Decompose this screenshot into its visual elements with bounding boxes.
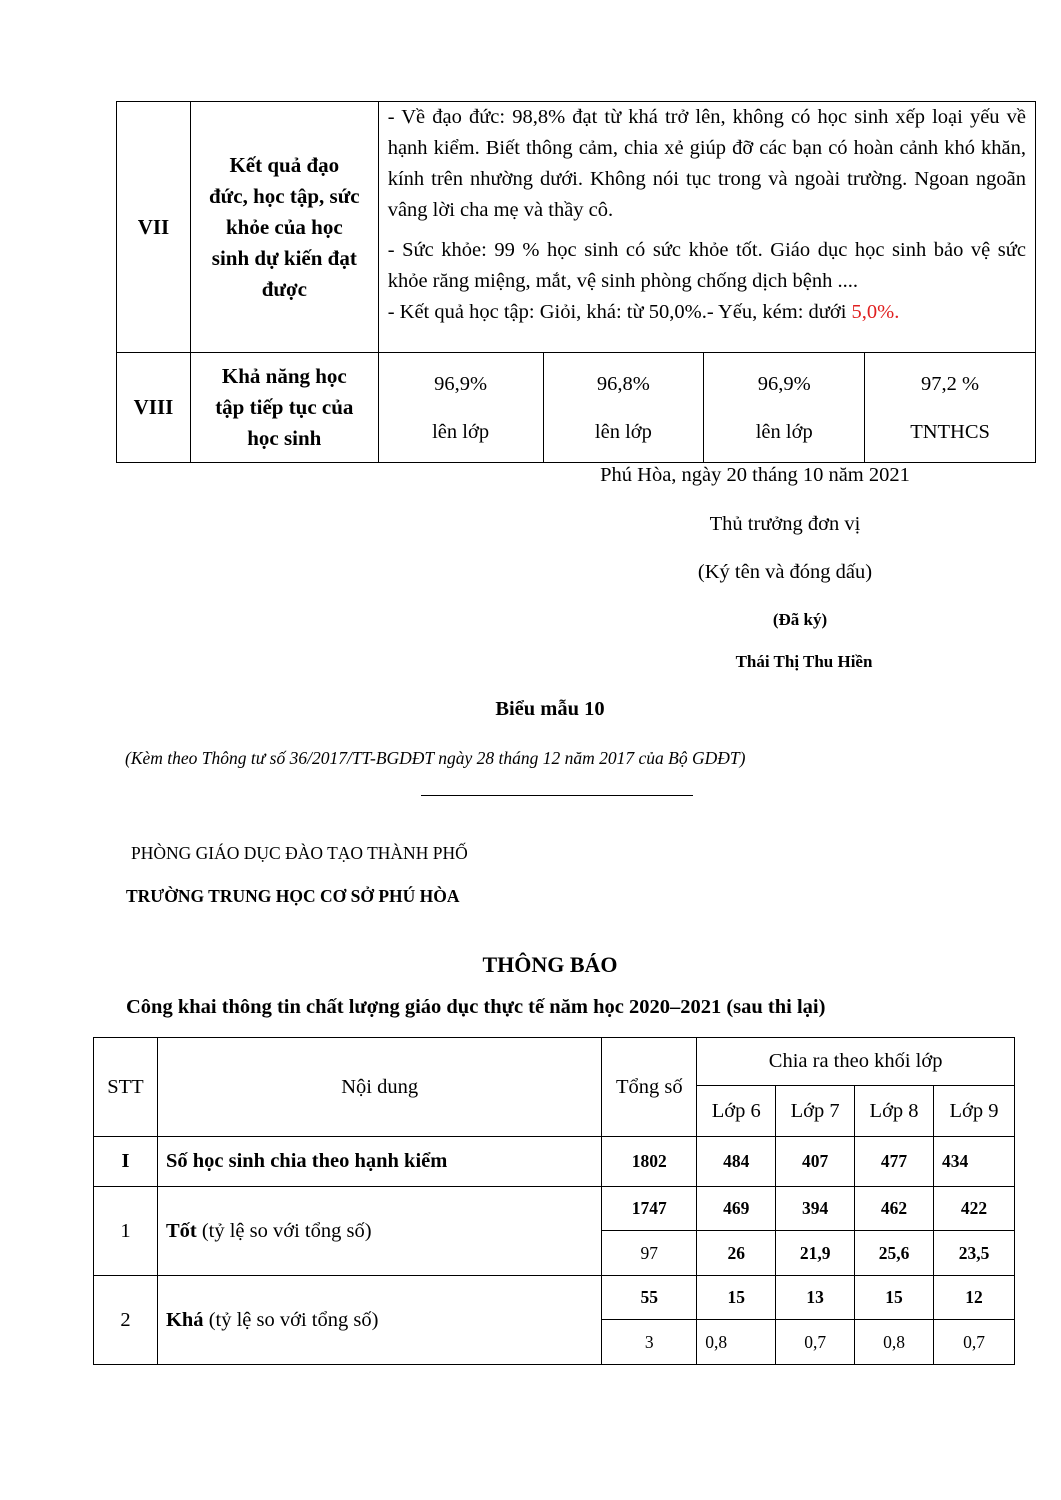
department-name: PHÒNG GIÁO DỤC ĐÀO TẠO THÀNH PHỐ	[131, 843, 468, 863]
count-grade: 15	[855, 1276, 934, 1320]
ratio-grade: 23,5	[934, 1231, 1015, 1276]
content-header: Nội dung	[157, 1038, 601, 1137]
section-row	[94, 1137, 1015, 1187]
ratio-grade: 26	[697, 1231, 776, 1276]
count-total: 1747	[602, 1187, 697, 1231]
rate-value: 96,9%	[757, 372, 811, 395]
rate-label: TNTHCS	[910, 420, 990, 443]
grade-header: Lớp 9	[934, 1086, 1015, 1137]
criterion-line: đức, học tập, sức	[209, 183, 360, 208]
count-grade: 12	[934, 1276, 1015, 1320]
row-label	[157, 1187, 601, 1276]
place-date: Phú Hòa, ngày 20 tháng 10 năm 2021	[600, 464, 910, 486]
criterion-line: được	[261, 276, 307, 301]
rate-label: lên lớp	[594, 420, 652, 443]
signature-note: (Ký tên và đóng dấu)	[697, 561, 873, 583]
row-label	[157, 1276, 601, 1365]
ratio-grade: 0,7	[934, 1320, 1015, 1365]
school-name: TRƯỜNG TRUNG HỌC CƠ SỞ PHÚ HÒA	[126, 886, 460, 906]
row-label-bold: Tốt	[165, 1219, 197, 1242]
count-grade: 422	[934, 1187, 1015, 1231]
rate-cell	[378, 353, 543, 463]
grade-header: Lớp 7	[776, 1086, 855, 1137]
table-row	[94, 1187, 1015, 1231]
criterion-line: sinh dự kiến đạt	[211, 245, 357, 270]
rate-label: lên lớp	[432, 420, 490, 443]
row-number: 2	[94, 1276, 158, 1365]
form-reference: (Kèm theo Thông tư số 36/2017/TT-BGDĐT ngày 28 tháng 12 năm 2017 của Bộ GDĐT)	[125, 748, 746, 768]
row-label-rest: (tỷ lệ so với tổng số)	[203, 1308, 379, 1331]
count-grade: 462	[855, 1187, 934, 1231]
section-number: I	[94, 1137, 158, 1187]
row-label-rest: (tỷ lệ so với tổng số)	[196, 1219, 372, 1242]
notice-subtitle: Công khai thông tin chất lượng giáo dục thực tế năm học 2020–2021 (sau thi lại)	[126, 996, 826, 1018]
table-row	[117, 353, 1036, 463]
rate-cell	[704, 353, 865, 463]
health-text: - Sức khỏe: 99 % học sinh có sức khỏe tốt. Giáo dục học sinh bảo vệ sức khỏe răng miệng, mắt, vệ sinh phòng chống dịch bệnh ....	[387, 239, 1026, 292]
ratio-grade: 0,8	[697, 1320, 776, 1365]
section-grade-value: 477	[855, 1137, 934, 1187]
achievement-table	[116, 101, 1036, 463]
notice-title: THÔNG BÁO	[482, 952, 618, 977]
count-grade: 394	[776, 1187, 855, 1231]
count-total: 55	[602, 1276, 697, 1320]
ratio-grade: 21,9	[776, 1231, 855, 1276]
criterion-line: Kết quả đạo	[229, 152, 340, 177]
count-grade: 469	[697, 1187, 776, 1231]
ratio-grade: 0,8	[855, 1320, 934, 1365]
section-grade-value: 407	[776, 1137, 855, 1187]
section-grade-value: 484	[697, 1137, 776, 1187]
row-number: VIII	[117, 353, 191, 463]
row-number: VII	[117, 102, 191, 353]
section-grade-value: 434	[934, 1137, 1015, 1187]
stt-header: STT	[94, 1038, 158, 1137]
study-results-threshold: 5,0%.	[851, 301, 900, 323]
count-grade: 13	[776, 1276, 855, 1320]
grade-header: Lớp 6	[697, 1086, 776, 1137]
grade-header: Lớp 8	[855, 1086, 934, 1137]
ratio-total: 97	[602, 1231, 697, 1276]
count-grade: 15	[697, 1276, 776, 1320]
conduct-quality-table	[93, 1037, 1015, 1365]
ratio-grade: 0,7	[776, 1320, 855, 1365]
table-row	[117, 102, 1036, 353]
rate-cell	[865, 353, 1036, 463]
rate-label: lên lớp	[755, 420, 813, 443]
header-row	[94, 1038, 1015, 1086]
section-label: Số học sinh chia theo hạnh kiểm	[157, 1137, 601, 1187]
criterion-label	[190, 102, 378, 353]
signer-name: Thái Thị Thu Hiền	[735, 652, 873, 671]
rate-value: 96,9%	[434, 372, 488, 395]
criterion-line: Khả năng học	[221, 364, 347, 388]
rate-value: 97,2 %	[921, 372, 980, 395]
morality-text: - Về đạo đức: 98,8% đạt từ khá trở lên, không có học sinh xếp loại yếu về hạnh kiểm. Biết thông cảm, chia xẻ giúp đỡ các bạn có hoàn cảnh khó khăn, kính trên nhường dưới. Không nói tục trong và ngoài trường. Ngoan ngoãn vâng lời cha mẹ và thầy cô.	[387, 106, 1026, 221]
form-title: Biểu mẫu 10	[495, 698, 605, 720]
row-number: 1	[94, 1187, 158, 1276]
signer-title: Thủ trưởng đơn vị	[709, 513, 861, 535]
ratio-total: 3	[602, 1320, 697, 1365]
rate-value: 96,8%	[596, 372, 650, 395]
study-results-text	[379, 297, 1035, 328]
criterion-line: học sinh	[247, 426, 322, 450]
rate-cell	[543, 353, 704, 463]
divider	[421, 795, 693, 796]
signed-mark: (Đã ký)	[772, 610, 828, 629]
total-header: Tổng số	[602, 1038, 697, 1137]
criterion-line: tập tiếp tục của	[215, 395, 354, 419]
expected-results	[378, 102, 1035, 353]
criterion-line: khỏe của học	[225, 214, 343, 239]
grade-group-header: Chia ra theo khối lớp	[697, 1038, 1015, 1086]
ratio-grade: 25,6	[855, 1231, 934, 1276]
criterion-label	[190, 353, 378, 463]
table-row	[94, 1276, 1015, 1320]
row-label-bold: Khá	[165, 1308, 204, 1331]
study-results-prefix: - Kết quả học tập: Giỏi, khá: từ 50,0%.- Yếu, kém: dưới	[387, 301, 852, 323]
section-total: 1802	[602, 1137, 697, 1187]
